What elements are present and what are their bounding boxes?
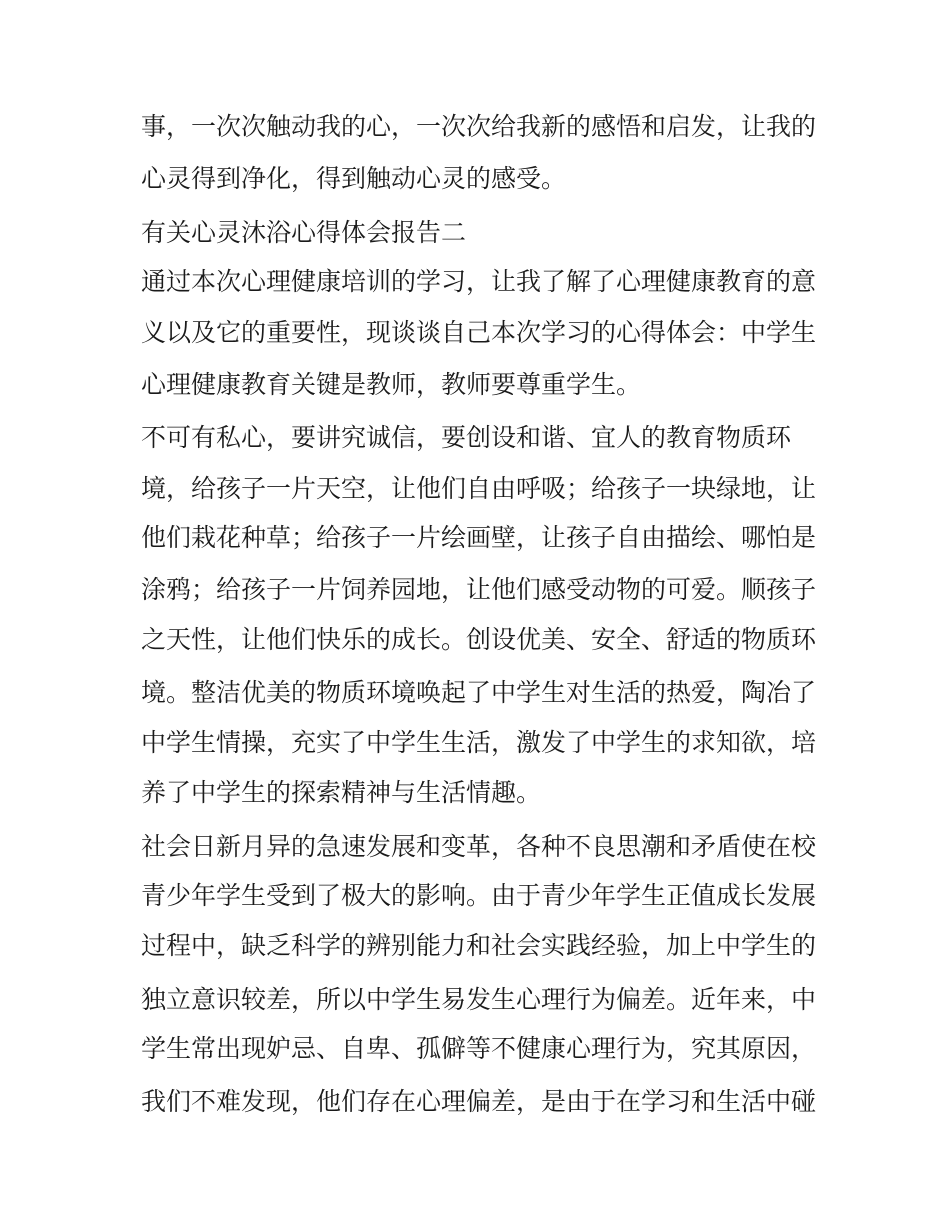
text-line: 涂鸦；给孩子一片饲养园地，让他们感受动物的可爱。顺孩子 [141, 575, 817, 604]
text-line: 中学生情操，充实了中学生生活，激发了中学生的求知欲，培 [141, 728, 817, 757]
text-line: 义以及它的重要性，现谈谈自己本次学习的心得体会：中学生 [141, 318, 817, 347]
text-line: 我们不难发现，他们存在心理偏差，是由于在学习和生活中碰 [141, 1087, 817, 1116]
text-line: 社会日新月异的急速发展和变革，各种不良思潮和矛盾使在校 [141, 832, 817, 861]
text-line: 之天性，让他们快乐的成长。创设优美、安全、舒适的物质环 [141, 625, 817, 654]
text-line: 独立意识较差，所以中学生易发生心理行为偏差。近年来，中 [141, 985, 817, 1014]
text-line: 青少年学生受到了极大的影响。由于青少年学生正值成长发展 [141, 881, 817, 910]
text-line: 他们栽花种草；给孩子一片绘画壁，让孩子自由描绘、哪怕是 [141, 523, 817, 552]
text-line: 心理健康教育关键是教师，教师要尊重学生。 [141, 370, 642, 399]
section-heading: 有关心灵沐浴心得体会报告二 [141, 218, 467, 247]
text-line: 学生常出现妒忌、自卑、孤僻等不健康心理行为，究其原因， [141, 1034, 817, 1063]
text-line: 不可有私心，要讲究诚信，要创设和谐、宜人的教育物质环 [141, 423, 792, 452]
text-line: 过程中，缺乏科学的辨别能力和社会实践经验，加上中学生的 [141, 931, 817, 960]
text-line: 养了中学生的探索精神与生活情趣。 [141, 778, 542, 807]
text-line: 境，给孩子一片天空，让他们自由呼吸；给孩子一块绿地，让 [141, 474, 817, 503]
text-line: 事，一次次触动我的心，一次次给我新的感悟和启发，让我的 [141, 112, 817, 141]
text-line: 通过本次心理健康培训的学习，让我了解了心理健康教育的意 [141, 267, 817, 296]
text-line: 境。整洁优美的物质环境唤起了中学生对生活的热爱，陶冶了 [141, 678, 817, 707]
text-line: 心灵得到净化，得到触动心灵的感受。 [141, 164, 567, 193]
